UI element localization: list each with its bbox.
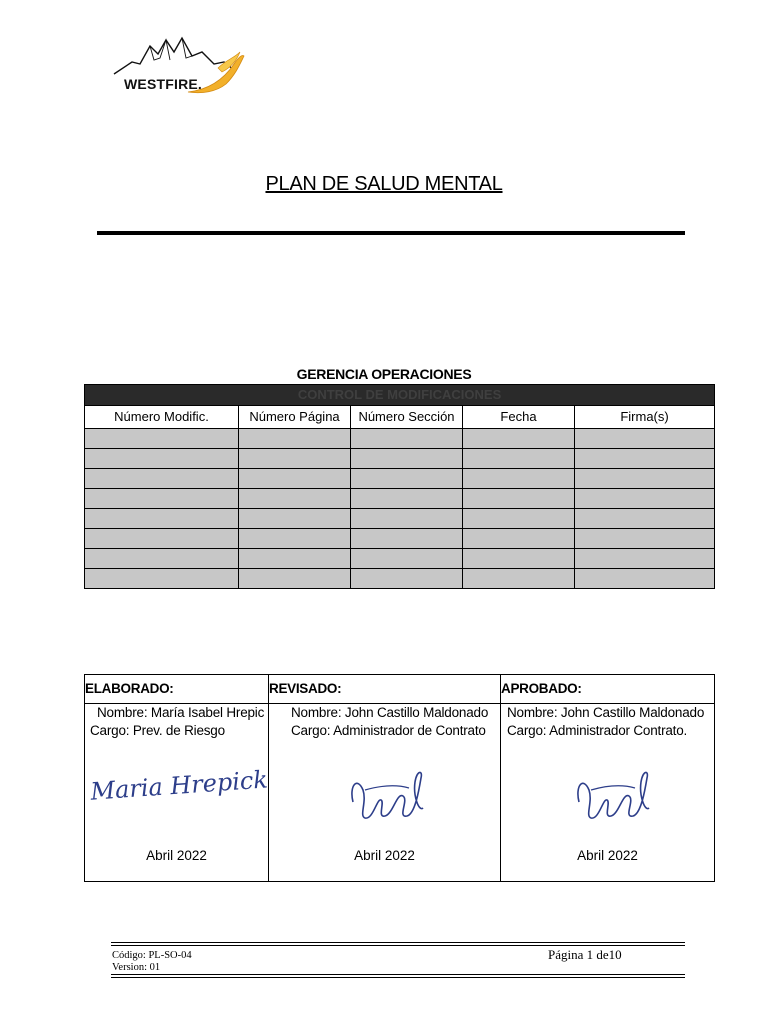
- table-row: [85, 429, 715, 449]
- elaborado-date: Abril 2022: [146, 848, 207, 863]
- table-row: [85, 449, 715, 469]
- document-code: Código: PL-SO-04: [112, 950, 192, 961]
- footer-bottom-rule: [111, 974, 685, 978]
- revisado-role: Cargo: Administrador de Contrato: [291, 723, 486, 738]
- elaborado-role: Cargo: Prev. de Riesgo: [90, 723, 225, 738]
- column-header: Número Modific.: [85, 406, 239, 429]
- svg-text:Maria Hrepick: Maria Hrepick: [89, 765, 269, 806]
- aprobado-name: Nombre: John Castillo Maldonado: [507, 705, 705, 720]
- modifications-caption: CONTROL DE MODIFICACIONES: [85, 385, 715, 406]
- table-row: [85, 569, 715, 589]
- elaborado-cell: [85, 704, 269, 882]
- approvals-table: [84, 674, 715, 882]
- revisado-date: Abril 2022: [354, 848, 415, 863]
- aprobado-signature: [501, 756, 714, 826]
- revisado-name: Nombre: John Castillo Maldonado: [291, 705, 489, 720]
- column-header: Fecha: [463, 406, 575, 429]
- column-header: Firma(s): [575, 406, 715, 429]
- brand-name: WESTFIRE.: [124, 76, 203, 92]
- footer-top-rule: [111, 942, 685, 946]
- elaborado-signature: [85, 756, 268, 826]
- aprobado-date: Abril 2022: [577, 848, 638, 863]
- aprobado-role: Cargo: Administrador Contrato.: [507, 723, 688, 738]
- elaborado-name: Nombre: María Isabel Hrepic: [97, 705, 265, 720]
- department-title: GERENCIA OPERACIONES: [296, 366, 472, 382]
- table-row: [85, 549, 715, 569]
- table-row: [85, 469, 715, 489]
- column-header: Número Sección: [351, 406, 463, 429]
- revisado-heading: REVISADO:: [269, 675, 501, 704]
- revisado-cell: [269, 704, 501, 882]
- document-version: Version: 01: [112, 962, 161, 973]
- aprobado-cell: [501, 704, 715, 882]
- elaborado-heading: ELABORADO:: [85, 675, 269, 704]
- table-row: [85, 509, 715, 529]
- aprobado-heading: APROBADO:: [501, 675, 715, 704]
- page-number: Página 1 de10: [548, 947, 622, 962]
- table-row: [85, 529, 715, 549]
- title-divider: [97, 231, 685, 235]
- document-title: PLAN DE SALUD MENTAL: [265, 173, 503, 195]
- column-header: Número Página: [239, 406, 351, 429]
- revisado-signature: [269, 756, 500, 826]
- westfire-logo: [110, 34, 250, 100]
- modifications-table: [84, 384, 715, 589]
- table-row: [85, 489, 715, 509]
